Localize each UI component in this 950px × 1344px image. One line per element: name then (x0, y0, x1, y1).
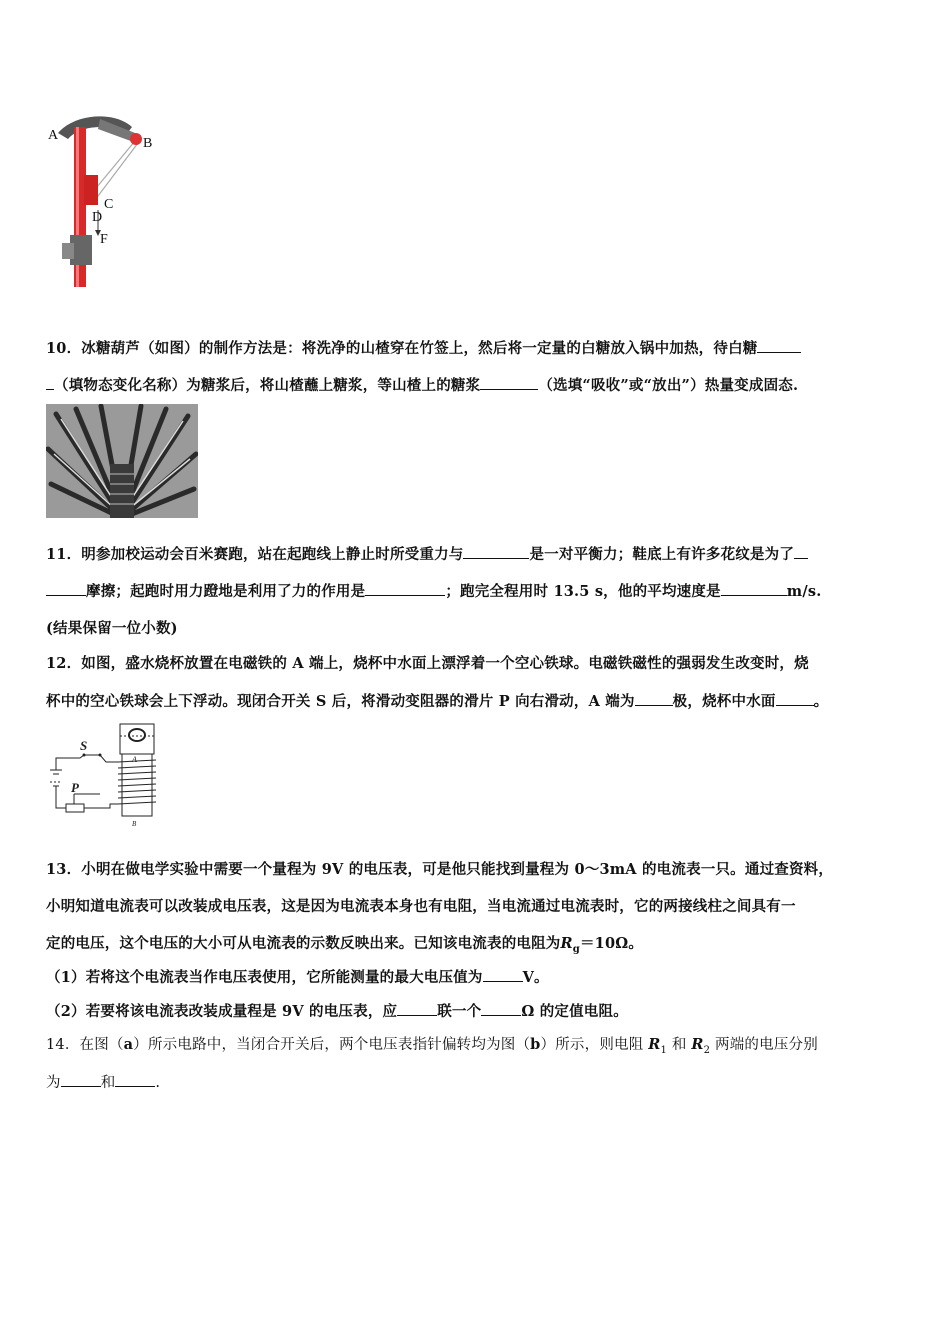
q14-text1c: ）所示，则电阻 (540, 1037, 649, 1053)
q13-text2: 小明知道电流表可以改装成电压表，这是因为电流表本身也有电阻，当电流通过电流表时，它的两接线柱之间具有一 (46, 898, 796, 915)
q13-sub2 (46, 1000, 628, 1021)
lever-tool-illustration (40, 105, 170, 290)
q10-text2b: （选填“吸收”或“放出”）热量变成固态. (538, 377, 799, 394)
label-A-end: A (132, 755, 137, 764)
q14-symbol-R2: R (691, 1036, 704, 1053)
q13-text1: 13．小明在做电学实验中需要一个量程为 9V 的电压表，可是他只能找到量程为 0～3mA 的电流表一只。通过查资料， (46, 861, 834, 878)
q12-line2 (46, 690, 828, 711)
q14-symbol-R2-sub: 2 (703, 1044, 711, 1056)
q14-text1d: 两端的电压分别 (710, 1037, 818, 1053)
figure-candied-haws-photo (46, 404, 198, 518)
q14-text2c: . (155, 1075, 161, 1091)
q12-text2c: 。 (813, 693, 829, 710)
q14-line1 (46, 1033, 818, 1056)
q11-line1 (46, 543, 808, 564)
q10-text2a: （填物态变化名称）为糖浆后，将山楂蘸上糖浆，等山楂上的糖浆 (54, 377, 481, 394)
q13-blank2 (397, 1001, 437, 1016)
q14-text1a: 14．在图（ (46, 1037, 124, 1053)
q14-blank2 (115, 1072, 155, 1087)
q14-text1b: ）所示电路中，当闭合开关后，两个电压表指针偏转均为图（ (133, 1037, 531, 1053)
q10-blank2 (480, 375, 538, 390)
q13-sub1-text-b: V。 (522, 969, 549, 986)
q14-text-and: 和 (667, 1037, 692, 1053)
q13-sub2-text-a: （2）若要将该电流表改装成量程是 9V 的电压表，应 (46, 1003, 398, 1020)
q11-blank2 (794, 544, 808, 559)
figure-lever-tool (40, 105, 170, 290)
label-C: C (104, 197, 114, 212)
q12-text2a: 杯中的空心铁球会上下浮动。现闭合开关 S 后，将滑动变阻器的滑片 P 向右滑动，A 端为 (46, 693, 635, 710)
q14-symbol-R1-sub: 1 (660, 1044, 668, 1056)
q12-line1 (46, 652, 809, 673)
q13-text3a: 定的电压，这个电压的大小可从电流表的示数反映出来。已知该电流表的电阻为 (46, 935, 561, 952)
q14-text2b: 和 (100, 1075, 116, 1091)
q14-fig-b: b (530, 1036, 541, 1053)
q11-line3 (46, 617, 178, 638)
q13-symbol-R: R (560, 935, 573, 952)
figure-electromagnet-circuit (44, 722, 164, 828)
q13-blank1 (483, 967, 523, 982)
q14-symbol-R1: R (648, 1036, 661, 1053)
label-S: S (80, 738, 88, 753)
electromagnet-circuit-diagram (44, 722, 164, 828)
q11-blank1 (463, 544, 529, 559)
q13-line3 (46, 932, 643, 955)
q14-line2 (46, 1071, 160, 1092)
q13-sub1 (46, 966, 549, 987)
q13-sub2-text-c: Ω 的定值电阻。 (521, 1003, 628, 1020)
q13-line1 (46, 858, 833, 879)
q13-sub2-text-b: 联一个 (437, 1003, 482, 1020)
label-F: F (100, 232, 108, 247)
q11-blank3 (365, 581, 445, 596)
q13-blank3 (481, 1001, 521, 1016)
q13-text3b: ＝10Ω。 (579, 935, 644, 952)
q11-text1b: 是一对平衡力；鞋底上有许多花纹是为了 (529, 546, 795, 563)
q10-line2 (46, 374, 798, 395)
q14-blank1 (61, 1072, 101, 1087)
candied-haws-illustration (46, 404, 198, 518)
q13-symbol-sub: g (572, 943, 580, 955)
q10-line1 (46, 337, 801, 358)
q11-line2 (46, 580, 821, 601)
q14-fig-a: a (123, 1036, 134, 1053)
q10-blank1-cont (46, 375, 54, 390)
q12-blank1 (635, 691, 673, 706)
q12-text2b: 极，烧杯中水面 (672, 693, 776, 710)
q14-text2a: 为 (46, 1075, 61, 1091)
q11-text2a: 摩擦；起跑时用力蹬地是利用了力的作用是 (86, 583, 366, 600)
q13-line2 (46, 895, 796, 916)
q12-text1: 12．如图，盛水烧杯放置在电磁铁的 A 端上，烧杯中水面上漂浮着一个空心铁球。电磁铁磁性的强弱发生改变时，烧 (46, 655, 809, 672)
label-B-end: B (132, 820, 137, 828)
q11-blank2-cont (46, 581, 86, 596)
q11-text2b: ；跑完全程用时 13.5 s，他的平均速度是 (445, 583, 721, 600)
label-D: D (92, 210, 103, 225)
q13-sub1-text-a: （1）若将这个电流表当作电压表使用，它所能测量的最大电压值为 (46, 969, 483, 986)
q11-text1a: 11．明参加校运动会百米赛跑，站在起跑线上静止时所受重力与 (46, 546, 464, 563)
q11-text2c: m/s. (786, 583, 822, 600)
q11-blank4 (721, 581, 787, 596)
label-P: P (71, 780, 79, 795)
label-B: B (143, 136, 153, 151)
q11-text3: (结果保留一位小数) (46, 620, 178, 637)
q10-text1: 10．冰糖葫芦（如图）的制作方法是：将洗净的山楂穿在竹签上，然后将一定量的白糖放入锅中加热，待白糖 (46, 340, 758, 357)
q12-blank2 (776, 691, 814, 706)
q10-blank1 (757, 338, 801, 353)
label-A: A (48, 128, 59, 143)
